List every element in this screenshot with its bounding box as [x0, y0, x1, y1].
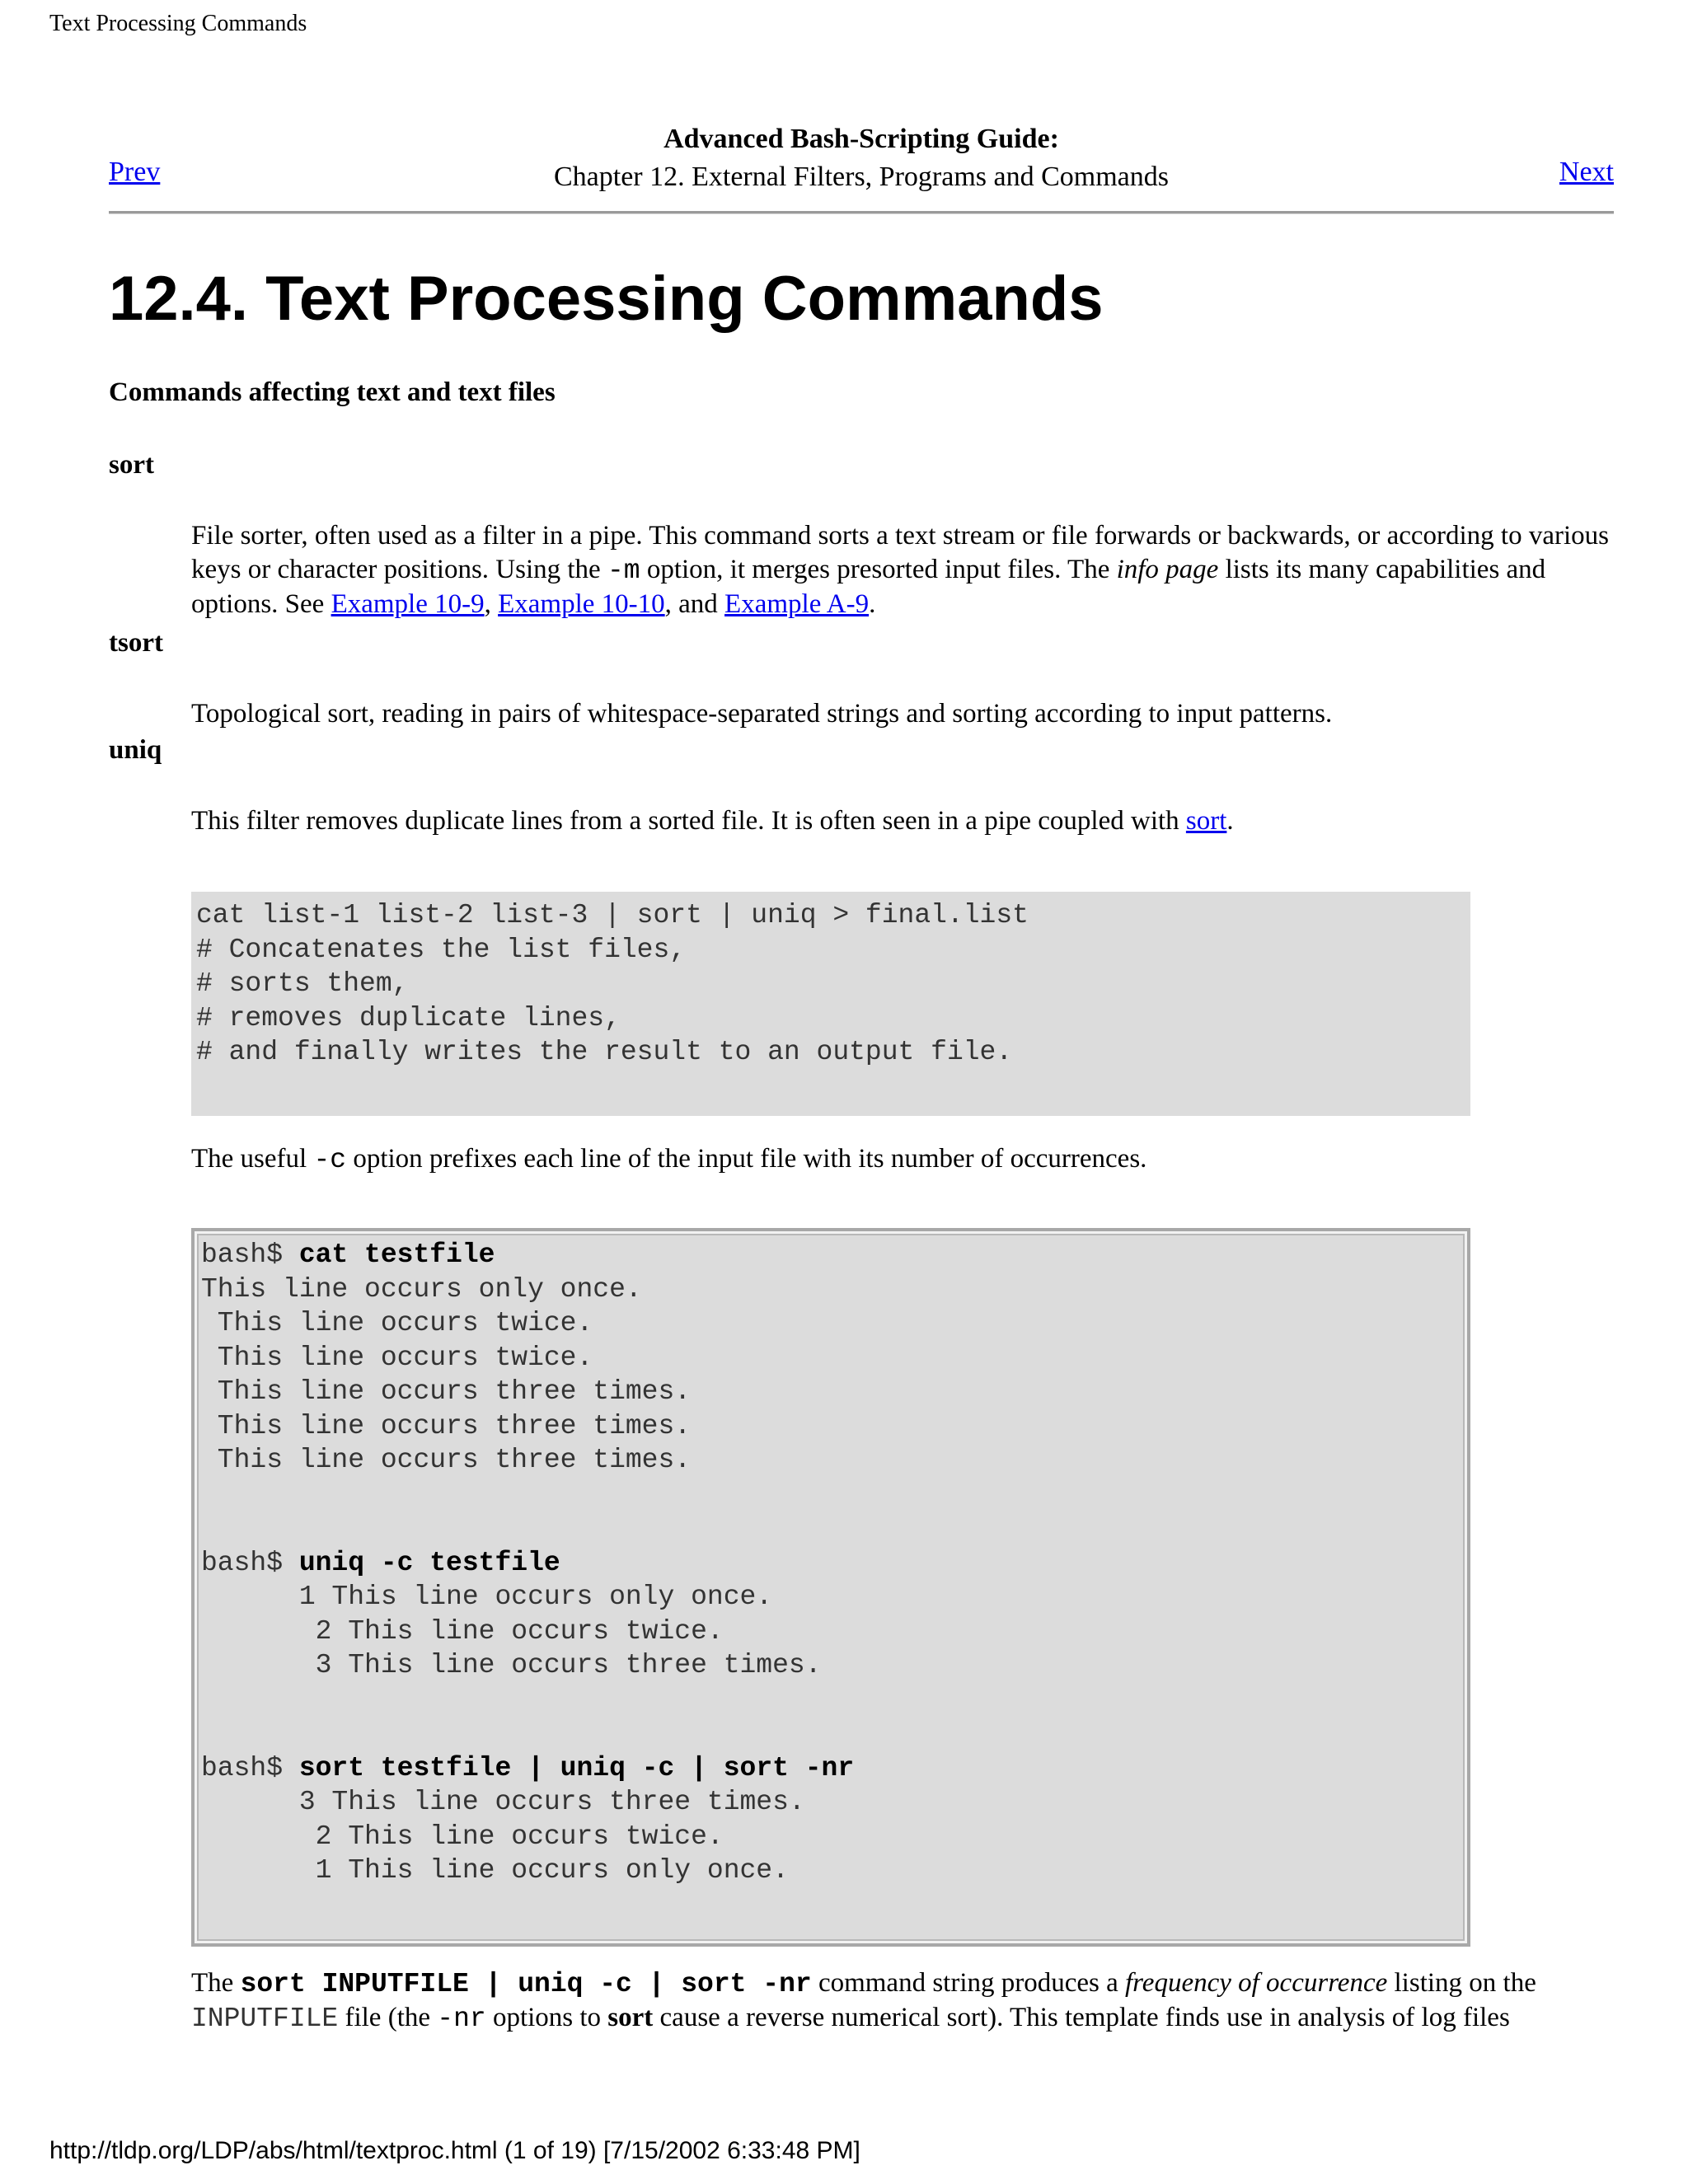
output-line: This line occurs three times.: [201, 1445, 692, 1475]
sort-text-a: File sorter, often used as a filter in a pipe. This command sorts a text stream or file forwards or backwards, or according to various keys or character positions. Using the: [191, 521, 1609, 584]
term-sort: sort: [109, 450, 154, 480]
header-divider: [109, 211, 1614, 214]
freq-command: sort INPUTFILE | uniq -c | sort -nr: [240, 1969, 812, 1999]
freq-text-c: listing on the: [1387, 1968, 1536, 1998]
freq-option-nr: -nr: [437, 2004, 486, 2034]
output-line: This line occurs only once.: [201, 1273, 642, 1305]
sort-sep-1: ,: [484, 589, 499, 619]
navigation-header: [109, 120, 1614, 213]
page-footer: http://tldp.org/LDP/abs/html/textproc.html (1 of 19) [7/15/2002 6:33:48 PM]: [49, 2137, 860, 2164]
sort-text-b: option, it merges presorted input files. The: [640, 555, 1117, 584]
uniq-text-a: This filter removes duplicate lines from a sorted file. It is often seen in a pipe coupled with: [191, 806, 1186, 836]
example-a-9-link[interactable]: Example A-9: [724, 589, 870, 619]
freq-text-f: cause a reverse numerical sort). This template finds use in analysis of log files: [653, 2003, 1510, 2032]
frequency-paragraph: [191, 1966, 1617, 2036]
code-block-pipeline: [191, 892, 1470, 1116]
freq-text-b: command string produces a: [811, 1968, 1126, 1998]
command-uniq-c: uniq -c testfile: [298, 1547, 560, 1578]
uniq-text-end: .: [1226, 806, 1234, 836]
section-heading: 12.4. Text Processing Commands: [109, 264, 1104, 334]
code-line: # Concatenates the list files,: [196, 934, 687, 965]
freq-text-e: options to: [485, 2003, 608, 2032]
shell-prompt: bash$: [201, 1240, 299, 1270]
freq-text-a: The: [191, 1968, 241, 1998]
sort-link[interactable]: sort: [1185, 806, 1227, 836]
output-line: This line occurs twice.: [201, 1342, 593, 1373]
command-sort-uniq-sort: sort testfile | uniq -c | sort -nr: [298, 1752, 855, 1783]
nav-title: [109, 120, 1614, 196]
command-cat-testfile: cat testfile: [298, 1240, 495, 1270]
output-line: 2 This line occurs twice.: [201, 1821, 724, 1852]
prev-link[interactable]: Prev: [109, 157, 161, 187]
sort-text-c: lists its many capabilities and options. See: [191, 555, 1546, 619]
uniq-description: [191, 804, 1617, 838]
next-link[interactable]: Next: [1559, 157, 1614, 187]
subheading: Commands affecting text and text files: [109, 377, 556, 407]
example-10-9-link[interactable]: Example 10-9: [331, 589, 485, 619]
output-line: This line occurs three times.: [201, 1376, 692, 1407]
code-line: # sorts them,: [196, 968, 409, 999]
chapter-title: Chapter 12. External Filters, Programs and Commands: [554, 162, 1169, 192]
guide-title: Advanced Bash-Scripting Guide:: [663, 124, 1059, 154]
freq-text-d: file (the: [338, 2003, 438, 2032]
sort-end: .: [869, 589, 876, 619]
freq-emphasis: frequency of occurrence: [1125, 1968, 1388, 1998]
example-10-10-link[interactable]: Example 10-10: [498, 589, 665, 619]
uniq-c-text-a: The useful: [191, 1144, 314, 1174]
output-line: 1 This line occurs only once.: [201, 1855, 789, 1886]
output-line: 1 This line occurs only once.: [201, 1582, 773, 1612]
shell-prompt: bash$: [201, 1752, 299, 1783]
term-uniq: uniq: [109, 735, 162, 765]
sort-description: [191, 519, 1617, 621]
info-page-text: info page: [1116, 555, 1219, 584]
output-line: 2 This line occurs twice.: [201, 1615, 724, 1647]
shell-prompt: bash$: [201, 1547, 299, 1578]
sort-option-m: -m: [607, 555, 640, 586]
uniq-c-text-b: option prefixes each line of the input file with its number of occurrences.: [346, 1144, 1147, 1174]
print-header: Text Processing Commands: [49, 11, 307, 36]
code-line: # removes duplicate lines,: [196, 1002, 621, 1033]
output-line: This line occurs three times.: [201, 1410, 692, 1441]
term-tsort: tsort: [109, 628, 163, 658]
code-line: cat list-1 list-2 list-3 | sort | uniq > final.list: [196, 900, 1029, 930]
tsort-description: Topological sort, reading in pairs of whitespace-separated strings and sorting according to input patterns.: [191, 699, 1333, 729]
freq-sort: sort: [607, 2003, 654, 2032]
screen-block-uniq-example: [191, 1228, 1470, 1947]
output-line: This line occurs twice.: [201, 1308, 593, 1338]
code-line: # and finally writes the result to an output file.: [196, 1037, 1013, 1067]
output-line: 3 This line occurs three times.: [201, 1650, 822, 1680]
uniq-c-description: [191, 1142, 1617, 1177]
output-line: 3 This line occurs three times.: [201, 1787, 805, 1817]
freq-inputfile: INPUTFILE: [191, 2004, 339, 2034]
uniq-option-c: -c: [313, 1145, 347, 1175]
sort-sep-2: , and: [664, 589, 725, 619]
